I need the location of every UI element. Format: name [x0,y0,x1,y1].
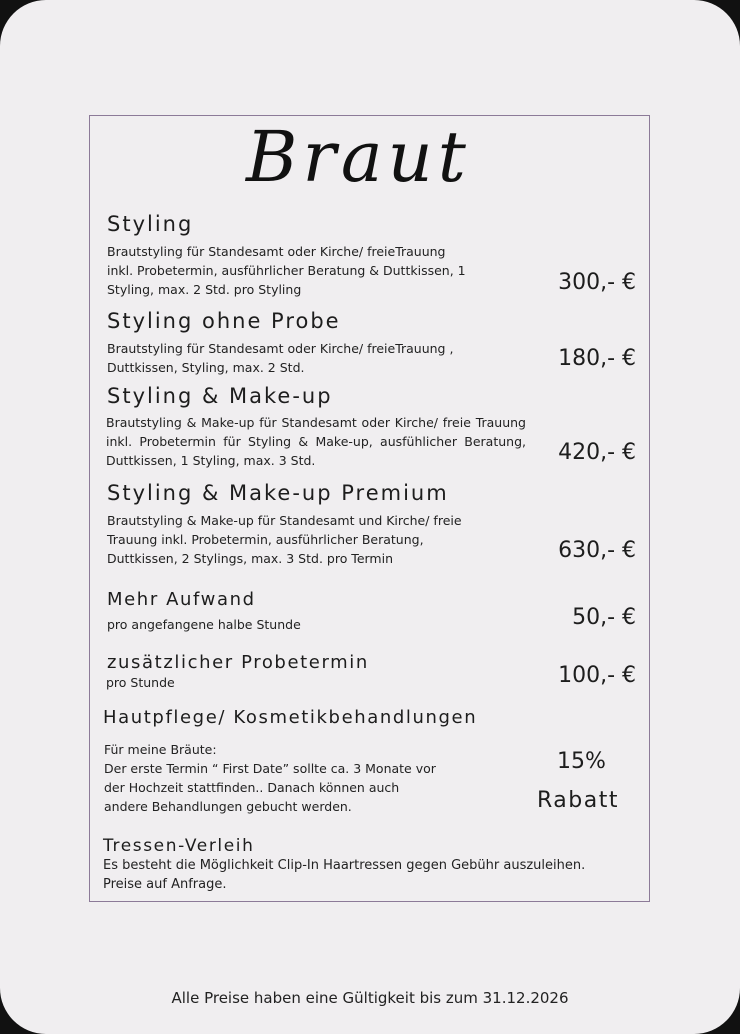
section-description-styling-make-up-premium [107,511,462,568]
discount-label: Rabatt [537,788,619,813]
description-line: Brautstyling & Make-up für Standesamt und Kirche/ freie [107,513,462,528]
description-line: Styling, max. 2 Std. pro Styling [107,282,302,297]
section-heading-zusaetzlicher-probetermin: zusätzlicher Probetermin [107,652,369,673]
price-zusaetzlicher-probetermin: 100,- € [558,663,636,688]
price-styling-make-up-premium: 630,- € [558,538,636,563]
validity-footer: Alle Preise haben eine Gültigkeit bis zum 31.12.2026 [171,989,569,1007]
section-heading-styling-make-up: Styling & Make-up [107,384,333,408]
description-line: inkl. Probetermin, ausführlicher Beratung & Duttkissen, 1 [107,263,466,278]
price-styling-ohne-probe: 180,- € [558,346,636,371]
section-description-styling-ohne-probe [107,339,453,377]
description-line: der Hochzeit stattfinden.. Danach können auch [104,780,400,795]
section-heading-styling-ohne-probe: Styling ohne Probe [107,309,341,333]
description-line: Duttkissen, Styling, max. 2 Std. [107,360,305,375]
price-styling: 300,- € [558,270,636,295]
description-line: pro angefangene halbe Stunde [107,617,301,632]
description-line: Preise auf Anfrage. [103,877,227,892]
description-line: Es besteht die Möglichkeit Clip-In Haartressen gegen Gebühr auszuleihen. [103,858,586,873]
section-description-styling-make-up: Brautstyling & Make-up für Standesamt oder Kirche/ freie Trauung inkl. Probetermin für Styling & Make-up, ausfühlicher Beratung, Duttkissen, 1 Styling, max. 3 Std. [106,415,526,468]
description-line: Der erste Termin “ First Date” sollte ca. 3 Monate vor [104,761,436,776]
description-line: Duttkissen, 2 Stylings, max. 3 Std. pro Termin [107,551,394,566]
description-line: Brautstyling für Standesamt oder Kirche/ freieTrauung [107,244,446,259]
section-heading-styling-make-up-premium: Styling & Make-up Premium [107,481,449,505]
description-line: Brautstyling für Standesamt oder Kirche/ freieTrauung , [107,341,454,356]
section-description-zusaetzlicher-probetermin [106,673,175,692]
section-heading-tressen-verleih: Tressen-Verleih [103,836,255,856]
description-line: Trauung inkl. Probetermin, ausführlicher Beratung, [107,532,424,547]
description-line: andere Behandlungen gebucht werden. [104,799,352,814]
section-description-tressen-verleih [103,856,585,894]
discount-percent: 15% [557,749,606,774]
section-description-styling [107,242,466,299]
section-heading-mehr-aufwand: Mehr Aufwand [107,589,256,610]
description-line: pro Stunde [106,675,175,690]
price-styling-make-up: 420,- € [558,440,636,465]
price-mehr-aufwand: 50,- € [572,605,636,630]
section-heading-styling: Styling [107,212,194,236]
page-title: Braut [246,116,471,198]
section-description-mehr-aufwand [107,615,301,634]
section-description-hautpflege [104,740,436,816]
section-heading-hautpflege: Hautpflege/ Kosmetikbehandlungen [103,707,478,728]
description-line: Für meine Bräute: [104,742,217,757]
